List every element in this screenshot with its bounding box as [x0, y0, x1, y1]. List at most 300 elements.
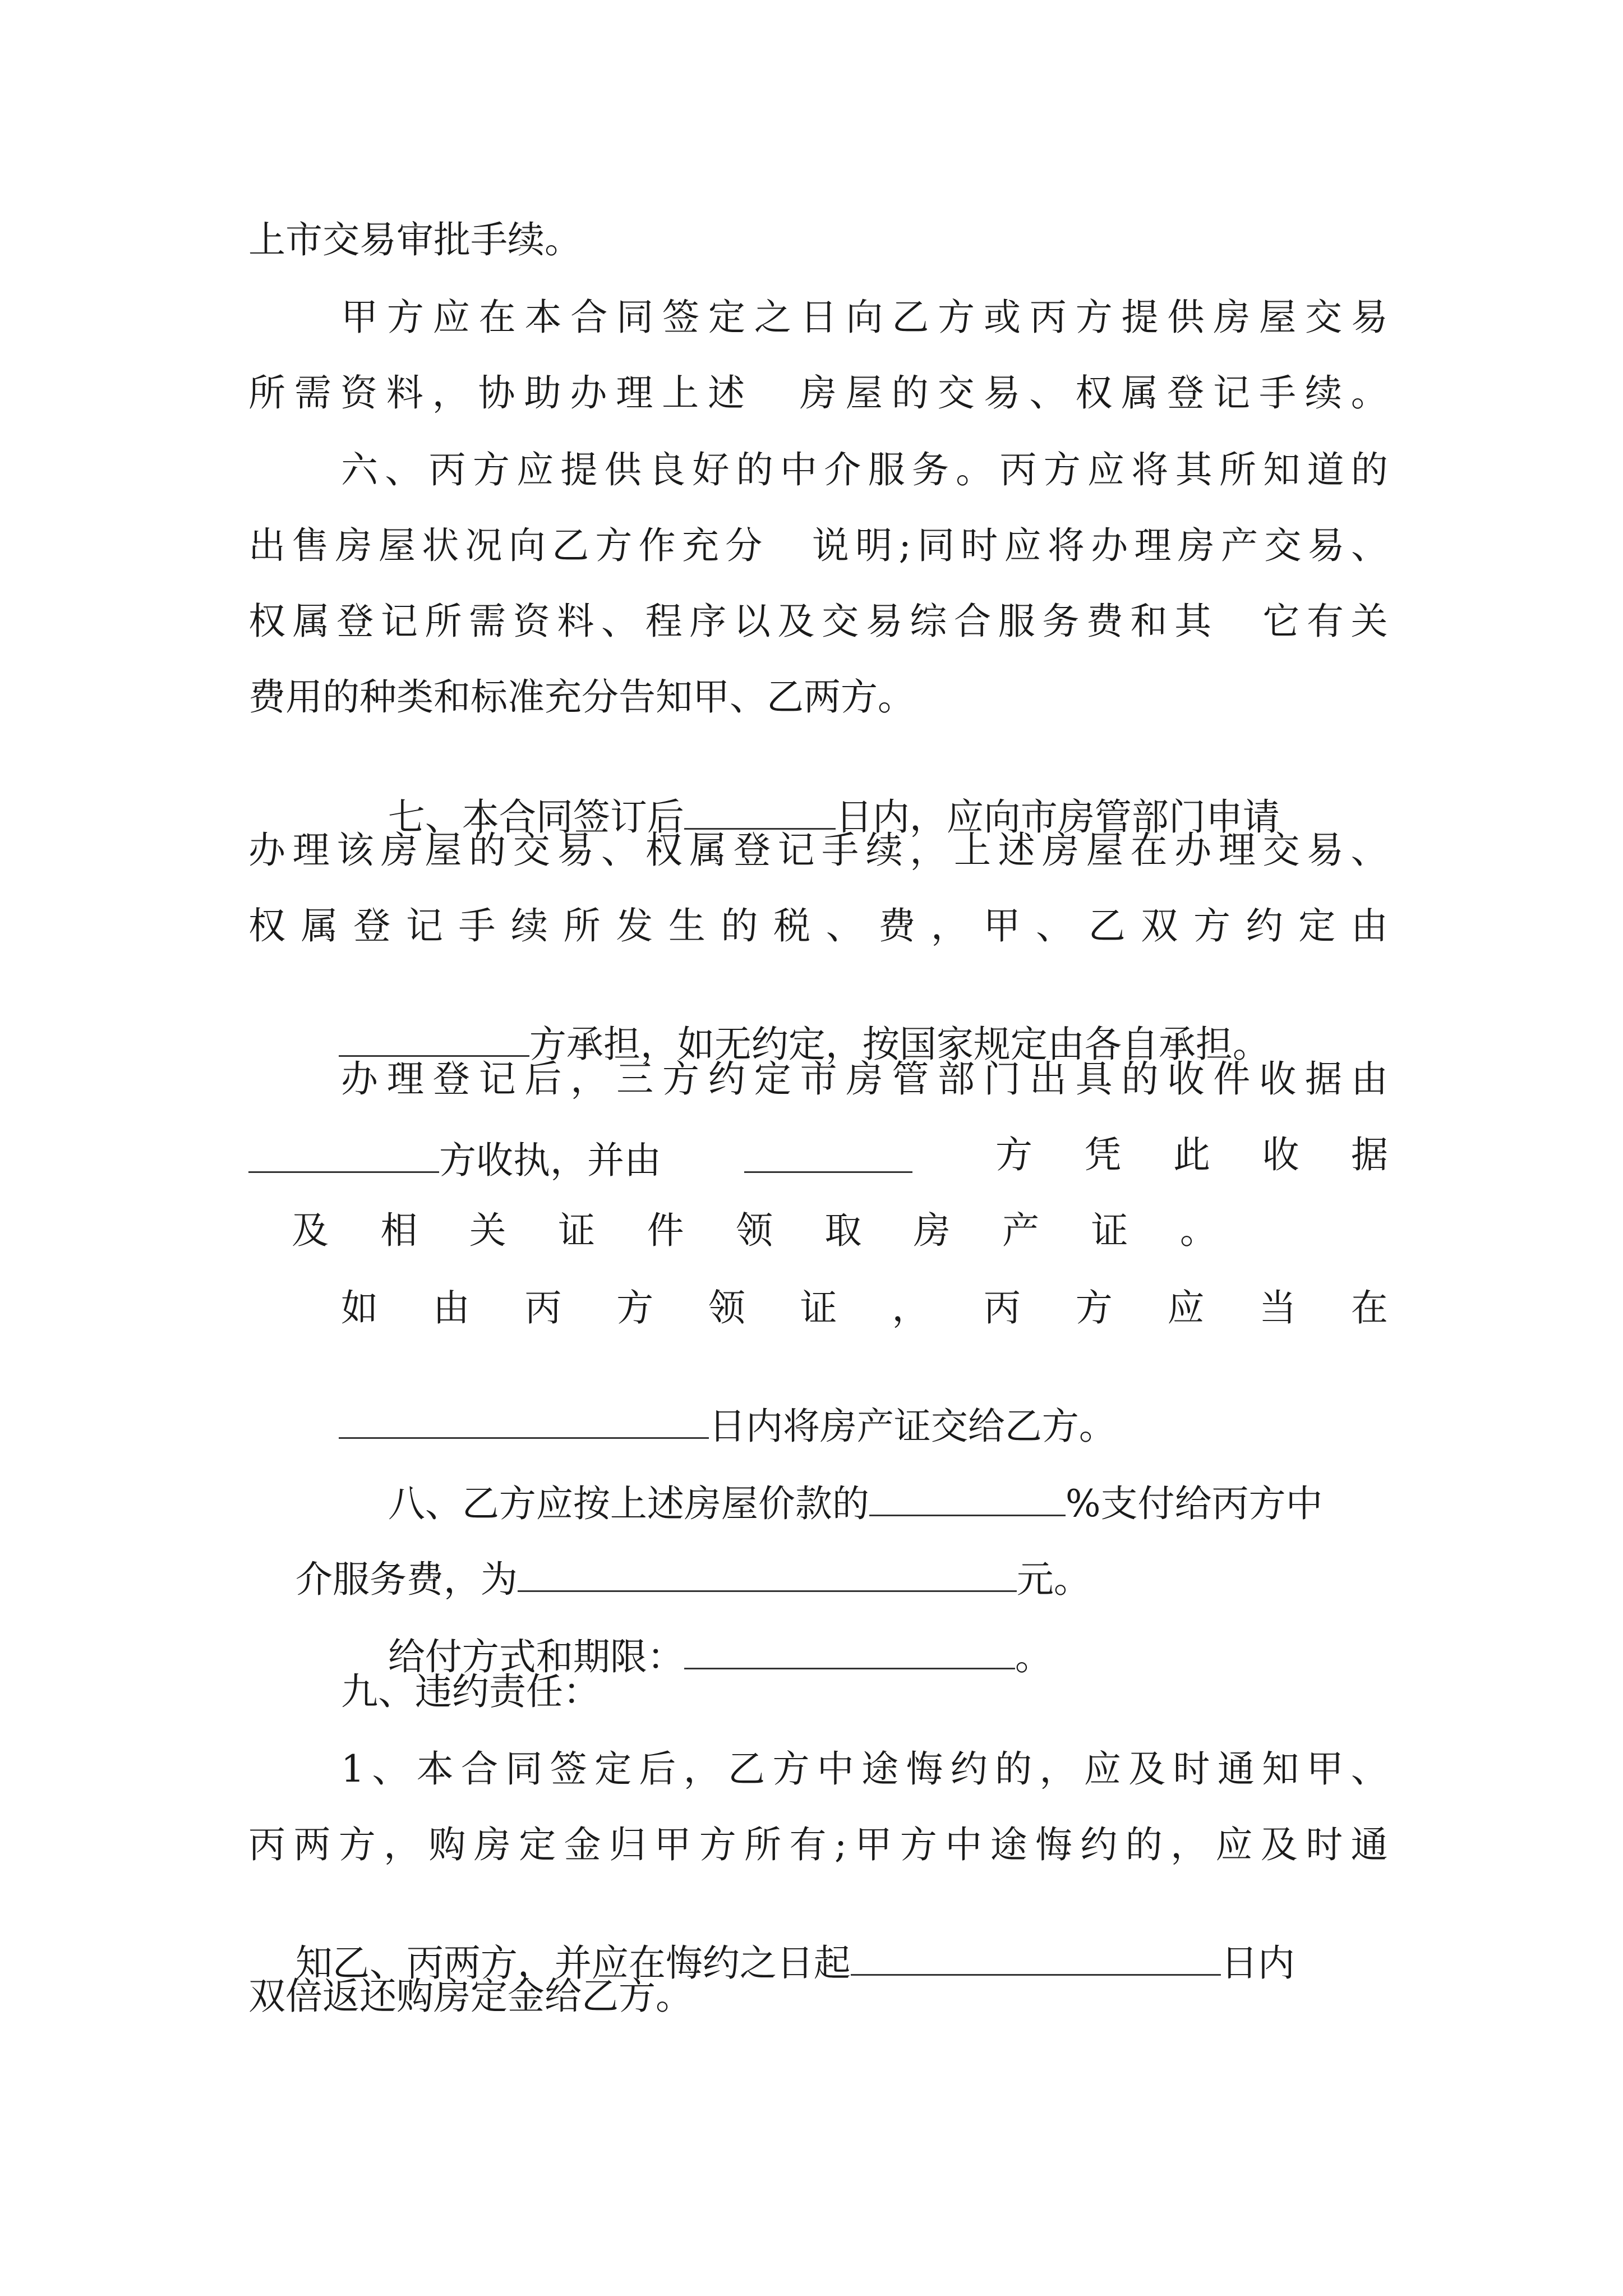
text-glyph: 方	[772, 1747, 810, 1791]
text-glyph: 将	[1047, 524, 1085, 567]
text-run: 知乙、丙两方，并应在悔约之日起	[295, 1941, 851, 1985]
text-glyph: 定	[519, 1823, 556, 1866]
text-run	[995, 1133, 1388, 1179]
text-glyph: 所	[1219, 448, 1256, 491]
text-glyph: 属	[689, 829, 727, 872]
text-glyph: 通	[1217, 1747, 1255, 1791]
text-glyph: 需	[294, 371, 331, 415]
text-line	[292, 1209, 1217, 1252]
text-glyph: 登	[353, 904, 391, 947]
text-glyph: 相	[380, 1209, 418, 1252]
text-glyph: 有	[789, 1823, 827, 1866]
text-glyph: 收	[1259, 1057, 1297, 1101]
text-glyph: 应	[517, 448, 554, 491]
text-glyph: 交	[937, 371, 975, 415]
text-glyph: 房	[335, 524, 372, 567]
text-glyph: 介	[824, 448, 861, 491]
text-glyph: 有	[1307, 600, 1344, 643]
text-run-label: 方收执，并由	[439, 1139, 661, 1182]
text-glyph: 良	[648, 448, 686, 491]
text-glyph: 交	[1262, 829, 1300, 872]
text-glyph: ，	[910, 829, 947, 872]
fill-blank[interactable]	[339, 1020, 529, 1057]
text-glyph: ，	[892, 1286, 929, 1329]
text-glyph: 权	[248, 600, 285, 643]
text-glyph: 发	[616, 904, 653, 947]
text-glyph: 甲	[855, 1823, 892, 1866]
text-glyph: 本	[524, 296, 562, 339]
text-glyph: 记	[777, 829, 815, 872]
fill-blank[interactable]	[248, 1137, 439, 1173]
text-glyph: 办	[248, 829, 285, 872]
text-glyph: 方	[1193, 904, 1230, 947]
text-glyph: 续	[1304, 371, 1342, 415]
text-glyph: 所	[248, 371, 285, 415]
text-glyph: 综	[910, 600, 947, 643]
text-glyph: 之	[754, 296, 791, 339]
text-glyph: 购	[428, 1823, 466, 1866]
text-glyph: 登	[432, 1057, 470, 1101]
text-run: %支付给丙方中	[1065, 1482, 1323, 1525]
text-glyph: 易	[1307, 829, 1344, 872]
text-glyph: 方	[616, 1286, 654, 1329]
text-glyph: 管	[892, 1057, 929, 1101]
text-glyph: 同	[917, 524, 955, 567]
text-glyph: 办	[570, 371, 607, 415]
text-glyph: 、	[372, 1747, 409, 1791]
text-glyph: 知	[1262, 1747, 1299, 1791]
text-glyph: 及	[1128, 1747, 1166, 1791]
text-glyph: 甲	[983, 904, 1021, 947]
text-glyph: 应	[1167, 1286, 1205, 1329]
text-glyph: 、	[1350, 524, 1388, 567]
text-glyph: 方	[938, 296, 975, 339]
text-glyph: 定	[594, 1747, 632, 1791]
text-glyph: 务	[1042, 600, 1080, 643]
text-glyph: 的	[721, 904, 758, 947]
text-glyph: 说	[811, 524, 849, 567]
text-glyph: 乙	[892, 296, 929, 339]
text-glyph: 其	[1174, 600, 1212, 643]
text-glyph: 税	[773, 904, 811, 947]
text-glyph: 合	[461, 1747, 499, 1791]
text-glyph: 丙	[984, 1286, 1021, 1329]
text-glyph: 丙	[524, 1286, 562, 1329]
text-glyph: 后	[639, 1747, 676, 1791]
text-glyph: 料	[557, 600, 594, 643]
text-run: 方承担，如无约定，按国家规定由各自承担。	[529, 1023, 1270, 1066]
text-glyph: 交	[1305, 296, 1343, 339]
fill-blank[interactable]	[744, 1137, 912, 1173]
fill-blank[interactable]	[339, 1402, 709, 1439]
fill-blank[interactable]	[518, 1556, 1017, 1592]
text-glyph	[754, 375, 791, 412]
text-glyph: 续	[865, 829, 903, 872]
text-glyph: 时	[1173, 1747, 1210, 1791]
text-glyph: 作	[638, 524, 676, 567]
text-glyph: 约	[708, 1057, 745, 1101]
text-glyph: 同	[616, 296, 654, 339]
text-glyph: 资	[513, 600, 550, 643]
text-glyph: 关	[469, 1209, 506, 1252]
text-line: 费用的种类和标准充分告知甲、乙两方。	[248, 675, 915, 719]
text-glyph: 由	[1350, 1057, 1388, 1101]
text-glyph: 房	[1042, 829, 1080, 872]
text-glyph: 资	[340, 371, 377, 415]
text-glyph: 时	[961, 524, 998, 567]
text-line	[341, 1057, 1388, 1101]
text-glyph: 件	[647, 1209, 684, 1252]
text-glyph: 领	[708, 1286, 745, 1329]
text-run: 七、本合同签订后	[388, 795, 684, 839]
text-glyph: 、	[601, 829, 638, 872]
text-glyph: 理	[1218, 829, 1256, 872]
text-glyph: 中	[817, 1747, 854, 1791]
text-glyph: 道	[1307, 448, 1344, 491]
text-glyph: 登	[1167, 371, 1205, 415]
text-glyph: ，	[1039, 1747, 1077, 1791]
text-line	[341, 1747, 1388, 1791]
text-glyph: 房	[473, 1823, 511, 1866]
text-glyph: 、	[826, 904, 863, 947]
text-glyph: 定	[1298, 904, 1336, 947]
text-glyph: 日	[800, 296, 837, 339]
text-glyph: 所	[425, 600, 462, 643]
text-glyph: 方	[338, 1823, 376, 1866]
text-glyph: 记	[380, 600, 418, 643]
text-glyph: 途	[861, 1747, 899, 1791]
text-glyph: 的	[1125, 1823, 1163, 1866]
text-glyph: 理	[292, 829, 330, 872]
text-glyph: 通	[1350, 1823, 1388, 1866]
text-glyph: 的	[469, 829, 506, 872]
text-glyph: 权	[1075, 371, 1113, 415]
text-glyph: 充	[681, 524, 719, 567]
text-glyph: 本	[416, 1747, 454, 1791]
text-run: 。	[1015, 1635, 1052, 1678]
text-glyph: 及	[777, 600, 815, 643]
text-run: 元。	[1016, 1558, 1091, 1601]
text-glyph: 具	[1075, 1057, 1113, 1101]
text-glyph: 的	[1121, 1057, 1159, 1101]
text-glyph: 费	[878, 904, 916, 947]
text-glyph: 、	[1350, 829, 1388, 872]
text-glyph: 中	[780, 448, 817, 491]
text-glyph: 据	[1351, 1133, 1388, 1176]
text-glyph: 方	[900, 1823, 937, 1866]
text-glyph: ，	[432, 371, 469, 415]
text-glyph: 应	[1004, 524, 1041, 567]
text-glyph: 述	[998, 829, 1035, 872]
text-line	[248, 600, 1388, 643]
text-line	[341, 448, 1388, 491]
text-line	[341, 1286, 1388, 1329]
fill-blank[interactable]	[684, 1633, 1015, 1669]
text-glyph: 房	[1213, 296, 1251, 339]
text-glyph: 由	[432, 1286, 470, 1329]
text-glyph: 理	[616, 371, 653, 415]
text-glyph: 续	[511, 904, 548, 947]
text-glyph: 方	[662, 1057, 700, 1101]
fill-blank[interactable]	[851, 1939, 1221, 1976]
text-glyph: 易	[983, 371, 1021, 415]
text-glyph: 知	[1263, 448, 1301, 491]
text-glyph: 屋	[1259, 296, 1297, 339]
text-glyph: 房	[1177, 524, 1215, 567]
fill-blank[interactable]	[684, 793, 836, 830]
text-line	[248, 829, 1388, 872]
text-glyph: 、	[385, 448, 422, 491]
text-glyph: 约	[1080, 1823, 1118, 1866]
text-glyph: 交	[513, 829, 550, 872]
text-glyph: 述	[708, 371, 745, 415]
text-glyph: 明	[855, 524, 893, 567]
text-glyph: 悔	[1035, 1823, 1072, 1866]
text-glyph: 协	[478, 371, 515, 415]
text-glyph: 及	[1260, 1823, 1298, 1866]
text-glyph: 房	[799, 371, 837, 415]
text-glyph: 甲	[654, 1823, 691, 1866]
text-glyph: 定	[754, 1057, 791, 1101]
text-glyph: 或	[984, 296, 1021, 339]
text-glyph: 收	[1262, 1133, 1299, 1176]
text-glyph: 屋	[845, 371, 883, 415]
text-glyph: 收	[1167, 1057, 1205, 1101]
text-glyph: 的	[736, 448, 773, 491]
text-glyph: 应	[432, 296, 470, 339]
text-glyph: 甲	[341, 296, 378, 339]
text-glyph: 丙	[428, 448, 466, 491]
text-glyph: 屋	[378, 524, 416, 567]
text-glyph: 料	[386, 371, 423, 415]
text-glyph	[1219, 603, 1256, 640]
text-glyph: 方	[472, 448, 510, 491]
text-glyph: 如	[341, 1286, 378, 1329]
text-glyph: 况	[465, 524, 502, 567]
text-glyph: 向	[846, 296, 883, 339]
fill-blank[interactable]	[869, 1480, 1066, 1516]
text-line	[248, 1133, 1388, 1182]
text-glyph: 、	[1350, 1747, 1388, 1791]
text-glyph: 分	[725, 524, 763, 567]
text-run: 日内	[1220, 1941, 1295, 1985]
text-glyph: 务	[911, 448, 949, 491]
text-glyph: 此	[1173, 1133, 1210, 1176]
text-glyph: 记	[405, 904, 443, 947]
text-glyph: 证	[800, 1286, 837, 1329]
text-glyph: 后	[524, 1057, 562, 1101]
text-glyph: 属	[301, 904, 338, 947]
text-glyph: 乙	[728, 1747, 766, 1791]
text-glyph: 上	[662, 371, 699, 415]
text-glyph	[769, 527, 806, 564]
text-glyph: 两	[293, 1823, 331, 1866]
text-line	[248, 1823, 1388, 1866]
text-glyph: 屋	[1086, 829, 1123, 872]
text-glyph: 房	[913, 1209, 951, 1252]
text-glyph: 在	[478, 296, 516, 339]
text-glyph: ，	[570, 1057, 608, 1101]
text-glyph: 的	[995, 1747, 1032, 1791]
text-line: 上市交易审批手续。	[248, 218, 582, 261]
text-glyph: 乙	[552, 524, 589, 567]
text-glyph: 所	[744, 1823, 782, 1866]
text-glyph: 约	[950, 1747, 988, 1791]
text-glyph: 所	[563, 904, 601, 947]
text-glyph: 、	[1029, 371, 1067, 415]
text-glyph: 签	[550, 1747, 587, 1791]
text-glyph: 权	[248, 904, 285, 947]
text-glyph: 三	[616, 1057, 654, 1101]
text-glyph: 服	[998, 600, 1035, 643]
text-glyph: 六	[341, 448, 378, 491]
text-glyph: 向	[508, 524, 546, 567]
text-glyph: 费	[1086, 600, 1123, 643]
text-glyph: 部	[938, 1057, 975, 1101]
text-glyph: 需	[469, 600, 506, 643]
text-glyph: 出	[1029, 1057, 1067, 1101]
text-glyph: 以	[733, 600, 771, 643]
text-glyph: 属	[292, 600, 330, 643]
text-line	[248, 371, 1388, 415]
text-glyph: 将	[1131, 448, 1169, 491]
text-run: 给付方式和期限：	[388, 1635, 684, 1678]
text-glyph: ，	[683, 1747, 721, 1791]
text-glyph: 交	[1264, 524, 1302, 567]
text-glyph: 其	[1175, 448, 1212, 491]
text-glyph: 件	[1213, 1057, 1251, 1101]
text-glyph: 丙	[248, 1823, 285, 1866]
text-glyph: 产	[1002, 1209, 1040, 1252]
text-glyph: 合	[954, 600, 991, 643]
text-glyph: 领	[735, 1209, 773, 1252]
text-glyph: 手	[458, 904, 496, 947]
text-glyph: 售	[292, 524, 329, 567]
text-glyph: 产	[1221, 524, 1258, 567]
text-glyph: 方	[1075, 1286, 1113, 1329]
text-line	[248, 904, 1388, 947]
text-glyph: 办	[1091, 524, 1128, 567]
text-glyph: 方	[1075, 296, 1113, 339]
text-glyph: 证	[558, 1209, 596, 1252]
text-glyph: 约	[1246, 904, 1283, 947]
text-glyph: 登	[336, 600, 374, 643]
text-glyph: 手	[822, 829, 859, 872]
text-glyph: 双	[1141, 904, 1178, 947]
text-glyph: ，	[1170, 1823, 1208, 1866]
text-glyph: 理	[386, 1057, 424, 1101]
text-glyph: 理	[1134, 524, 1172, 567]
text-glyph: 市	[800, 1057, 837, 1101]
text-glyph: 方	[595, 524, 633, 567]
text-glyph: 易	[865, 600, 903, 643]
text-glyph: 程	[645, 600, 683, 643]
text-glyph: 金	[564, 1823, 601, 1866]
text-glyph: 时	[1306, 1823, 1343, 1866]
text-glyph: 方	[995, 1133, 1032, 1176]
text-glyph: 序	[689, 600, 727, 643]
text-run	[248, 1137, 661, 1182]
text-glyph: 状	[422, 524, 459, 567]
text-glyph: 屋	[425, 829, 462, 872]
text-glyph: 。	[956, 448, 993, 491]
text-glyph: 在	[1350, 1286, 1388, 1329]
text-glyph: 途	[990, 1823, 1027, 1866]
text-glyph: 易	[557, 829, 594, 872]
text-glyph: 同	[505, 1747, 543, 1791]
text-line: 双倍返还购房定金给乙方。	[248, 1975, 693, 2018]
text-glyph: 出	[248, 524, 285, 567]
text-glyph: 记	[1213, 371, 1251, 415]
text-glyph: 供	[604, 448, 642, 491]
text-glyph: 属	[1121, 371, 1159, 415]
text-glyph: 、	[1036, 904, 1073, 947]
text-run: 八、乙方应按上述房屋价款的	[388, 1482, 869, 1525]
text-glyph: 房	[380, 829, 418, 872]
text-glyph: 上	[954, 829, 991, 872]
text-glyph: 生	[668, 904, 706, 947]
text-glyph: 据	[1305, 1057, 1343, 1101]
text-glyph: 提	[1121, 296, 1159, 339]
text-glyph: 方	[1043, 448, 1081, 491]
text-glyph: 合	[570, 296, 608, 339]
text-glyph: 好	[692, 448, 730, 491]
text-glyph: 证	[1091, 1209, 1128, 1252]
text-glyph: 归	[609, 1823, 646, 1866]
text-glyph: 的	[891, 371, 929, 415]
text-glyph: 在	[1130, 829, 1168, 872]
text-line	[341, 296, 1388, 339]
text-glyph: 应	[1083, 1747, 1121, 1791]
text-glyph: 方	[386, 296, 424, 339]
text-glyph: 乙	[1088, 904, 1126, 947]
text-glyph: 它	[1262, 600, 1300, 643]
text-glyph: 凭	[1084, 1133, 1122, 1176]
text-glyph: 由	[1350, 904, 1388, 947]
text-glyph: ，	[384, 1823, 421, 1866]
text-run: 日内将房产证交给乙方。	[708, 1405, 1116, 1448]
text-glyph: 当	[1259, 1286, 1297, 1329]
text-glyph: 丙	[1029, 296, 1067, 339]
text-glyph: 应	[1215, 1823, 1253, 1866]
text-glyph: 该	[336, 829, 374, 872]
text-glyph: 交	[822, 600, 859, 643]
text-glyph: 助	[524, 371, 561, 415]
text-glyph: 易	[1350, 296, 1388, 339]
text-glyph: 中	[945, 1823, 983, 1866]
text-glyph: ;	[834, 1823, 847, 1866]
text-glyph: 房	[846, 1057, 883, 1101]
text-line	[248, 524, 1388, 567]
text-glyph: 权	[645, 829, 683, 872]
text-run: 介服务费，为	[295, 1558, 518, 1601]
text-glyph: 1	[341, 1747, 365, 1791]
text-glyph: 及	[292, 1209, 329, 1252]
text-glyph: 丙	[999, 448, 1037, 491]
text-glyph: 办	[1174, 829, 1212, 872]
text-glyph: 提	[560, 448, 598, 491]
text-glyph: 签	[662, 296, 700, 339]
text-glyph: 取	[824, 1209, 862, 1252]
text-glyph: ;	[898, 524, 911, 567]
text-glyph: 甲	[1306, 1747, 1344, 1791]
text-glyph: 易	[1307, 524, 1345, 567]
text-glyph: 应	[1087, 448, 1125, 491]
text-glyph: 方	[699, 1823, 736, 1866]
text-glyph: 供	[1167, 296, 1205, 339]
text-glyph: 手	[1258, 371, 1296, 415]
text-glyph: 关	[1350, 600, 1388, 643]
